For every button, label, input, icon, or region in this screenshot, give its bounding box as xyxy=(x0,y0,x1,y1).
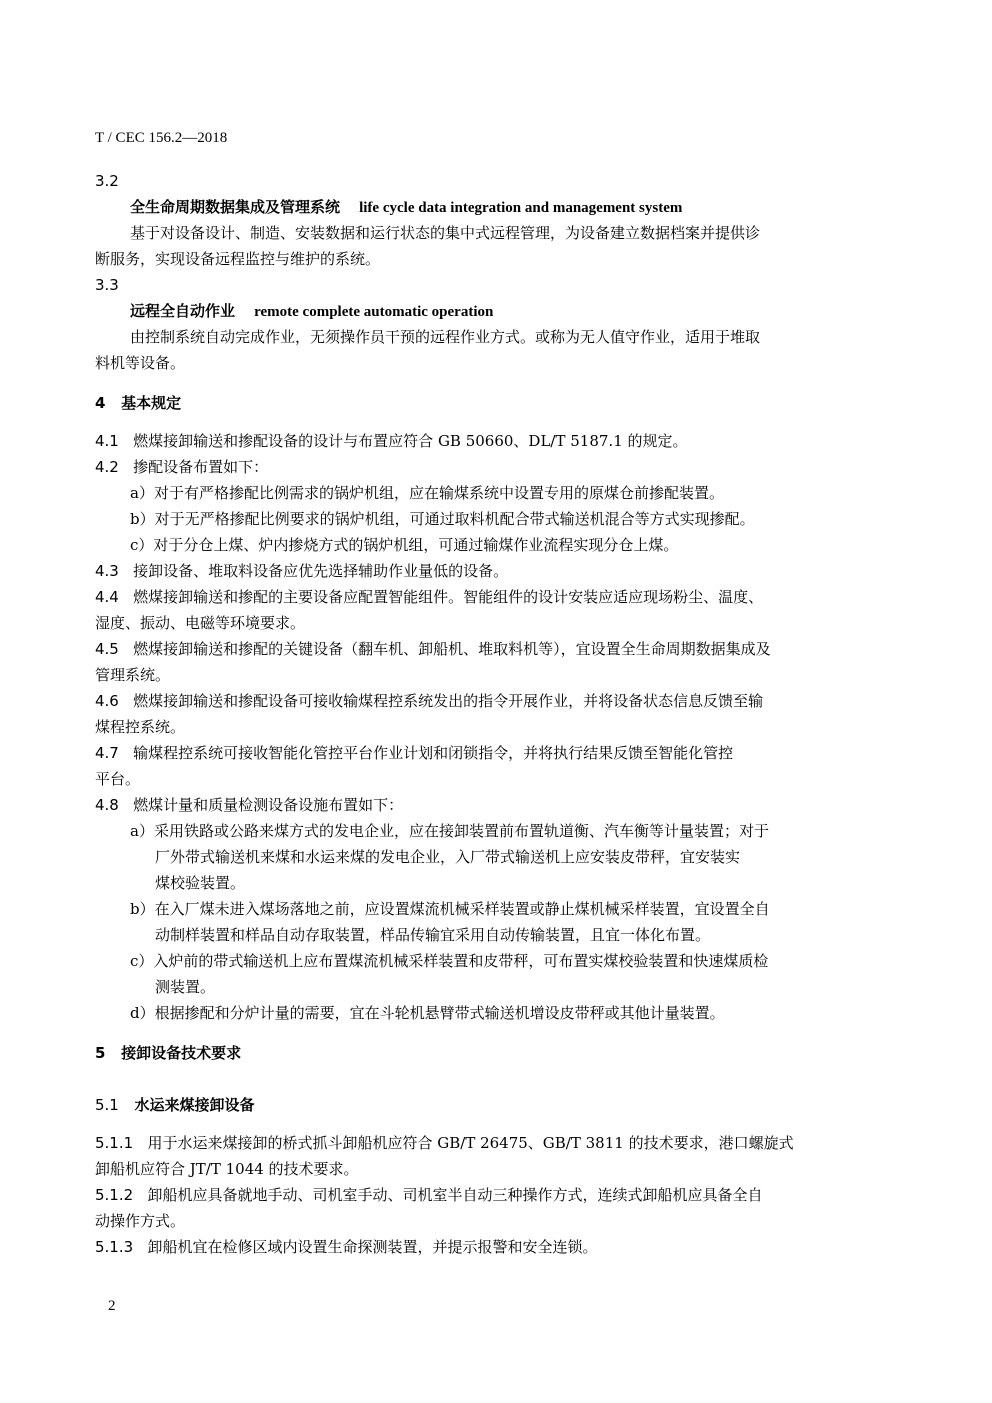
list-text-line: 入炉前的带式输送机上应布置煤流机械采样装置和皮带秤，可布置实煤校验装置和快速煤质检 xyxy=(153,952,769,970)
list-text-line: 根据掺配和分炉计量的需要，宜在斗轮机悬臂带式输送机增设皮带秤或其他计量装置。 xyxy=(154,1004,725,1022)
list-text: 对于无严格掺配比例要求的锅炉机组，可通过取料机配合带式输送机混合等方式实现掺配。 xyxy=(154,510,755,528)
list-label: a） xyxy=(130,484,154,502)
clause-5-1-3 xyxy=(95,1234,880,1260)
section-4-heading xyxy=(95,390,880,416)
clause-4-2 xyxy=(95,454,880,480)
clause-number: 4.8 xyxy=(95,796,119,814)
clause-text: 接卸设备、堆取料设备应优先选择辅助作业量低的设备。 xyxy=(133,562,509,580)
list-label: c） xyxy=(130,536,154,554)
list-item xyxy=(130,480,880,506)
list-label: b） xyxy=(130,510,155,528)
subsection-5-1-heading xyxy=(95,1092,880,1118)
clause-number: 4.6 xyxy=(95,692,119,710)
clause-3-2-definition-line1: 基于对设备设计、制造、安装数据和运行状态的集中式远程管理，为设备建立数据档案并提供诊 xyxy=(130,224,761,242)
clause-4-7-line2: 平台。 xyxy=(95,770,141,788)
list-item xyxy=(130,1000,880,1026)
clause-3-3-definition-line2: 料机等设备。 xyxy=(95,354,186,372)
clause-text-line1: 燃煤接卸输送和掺配的关键设备（翻车机、卸船机、堆取料机等），宜设置全生命周期数据集成及 xyxy=(133,640,771,658)
clause-text-line1: 输煤程控系统可接收智能化管控平台作业计划和闭锁指令，并将执行结果反馈至智能化管控 xyxy=(133,744,734,762)
document-header: T / CEC 156.2—2018 xyxy=(95,130,228,146)
page-number: 2 xyxy=(108,1298,116,1314)
clause-3-2-term xyxy=(130,194,880,221)
clause-3-2-number: 3.2 xyxy=(95,172,119,190)
clause-4-5 xyxy=(95,636,880,662)
clause-4-5-line2: 管理系统。 xyxy=(95,666,171,684)
section-title: 接卸设备技术要求 xyxy=(121,1044,242,1062)
clause-number: 4.3 xyxy=(95,562,119,580)
list-label: a） xyxy=(130,822,154,840)
term-zh: 远程全自动作业 xyxy=(130,302,236,320)
clause-text-line1: 燃煤接卸输送和掺配的主要设备应配置智能组件。智能组件的设计安装应适应现场粉尘、温度、 xyxy=(133,588,764,606)
list-label: c） xyxy=(130,952,154,970)
clause-text-line1: 用于水运来煤接卸的桥式抓斗卸船机应符合 GB/T 26475、GB/T 3811 的技术要求，港口螺旋式 xyxy=(147,1134,794,1152)
term-en: life cycle data integration and management system xyxy=(359,200,683,216)
term-en: remote complete automatic operation xyxy=(254,304,494,320)
clause-4-6 xyxy=(95,688,880,714)
list-text-line: 煤校验装置。 xyxy=(155,874,246,892)
list-text-line: 采用铁路或公路来煤方式的发电企业，应在接卸装置前布置轨道衡、汽车衡等计量装置；对于 xyxy=(153,822,769,840)
section-title: 基本规定 xyxy=(121,394,182,412)
list-item xyxy=(130,532,880,558)
list-item xyxy=(130,948,880,974)
clause-3-3-term xyxy=(130,298,880,325)
clause-5-1-1 xyxy=(95,1130,880,1156)
subsection-title: 水运来煤接卸设备 xyxy=(134,1096,255,1114)
clause-text: 燃煤接卸输送和掺配设备的设计与布置应符合 GB 50660、DL/T 5187.1 的规定。 xyxy=(133,432,688,450)
clause-number: 5.1.1 xyxy=(95,1134,134,1152)
list-item xyxy=(130,506,880,532)
subsection-number: 5.1 xyxy=(95,1096,119,1114)
clause-number: 4.1 xyxy=(95,432,119,450)
clause-3-3-number: 3.3 xyxy=(95,276,119,294)
section-number: 5 xyxy=(95,1044,106,1062)
list-text: 对于有严格掺配比例需求的锅炉机组，应在输煤系统中设置专用的原煤仓前掺配装置。 xyxy=(153,484,724,502)
clause-number: 4.7 xyxy=(95,744,119,762)
clause-4-4-line2: 湿度、振动、电磁等环境要求。 xyxy=(95,614,306,632)
term-zh: 全生命周期数据集成及管理系统 xyxy=(130,198,341,216)
clause-number: 4.5 xyxy=(95,640,119,658)
clause-number: 4.2 xyxy=(95,458,119,476)
clause-4-6-line2: 煤程控系统。 xyxy=(95,718,186,736)
clause-5-1-2-line2: 动操作方式。 xyxy=(95,1212,186,1230)
clause-3-3-definition-line1: 由控制系统自动完成作业，无须操作员干预的远程作业方式。或称为无人值守作业，适用于堆取 xyxy=(130,328,761,346)
section-number: 4 xyxy=(95,394,106,412)
clause-5-1-1-line2: 卸船机应符合 JT/T 1044 的技术要求。 xyxy=(95,1160,359,1178)
list-label: b） xyxy=(130,900,155,918)
section-5-heading xyxy=(95,1040,880,1066)
list-text-line: 动制样装置和样品自动存取装置，样品传输宜采用自动传输装置，且宜一体化布置。 xyxy=(155,926,711,944)
list-text-line: 测装置。 xyxy=(155,978,216,996)
list-item xyxy=(130,818,880,844)
clause-number: 5.1.3 xyxy=(95,1238,134,1256)
clause-text-line1: 燃煤接卸输送和掺配设备可接收输煤程控系统发出的指令开展作业，并将设备状态信息反馈至输 xyxy=(133,692,764,710)
list-label: d） xyxy=(130,1004,155,1022)
clause-4-4 xyxy=(95,584,880,610)
clause-number: 4.4 xyxy=(95,588,119,606)
clause-number: 5.1.2 xyxy=(95,1186,134,1204)
clause-5-1-2 xyxy=(95,1182,880,1208)
clause-text-line1: 卸船机应具备就地手动、司机室手动、司机室半自动三种操作方式，连续式卸船机应具备全自 xyxy=(147,1186,763,1204)
clause-3-2-definition-line2: 断服务，实现设备远程监控与维护的系统。 xyxy=(95,250,381,268)
clause-4-7 xyxy=(95,740,880,766)
clause-4-3 xyxy=(95,558,880,584)
clause-text: 掺配设备布置如下： xyxy=(133,458,269,476)
clause-4-1 xyxy=(95,428,880,454)
clause-text: 卸船机宜在检修区域内设置生命探测装置，并提示报警和安全连锁。 xyxy=(147,1238,598,1256)
list-item xyxy=(130,896,880,922)
list-text: 对于分仓上煤、炉内掺烧方式的锅炉机组，可通过输煤作业流程实现分仓上煤。 xyxy=(153,536,679,554)
clause-4-8 xyxy=(95,792,880,818)
clause-text: 燃煤计量和质量检测设备设施布置如下： xyxy=(133,796,404,814)
list-text-line: 厂外带式输送机来煤和水运来煤的发电企业，入厂带式输送机上应安装皮带秤，宜安装实 xyxy=(155,848,741,866)
list-text-line: 在入厂煤未进入煤场落地之前，应设置煤流机械采样装置或静止煤机械采样装置，宜设置全自 xyxy=(154,900,770,918)
